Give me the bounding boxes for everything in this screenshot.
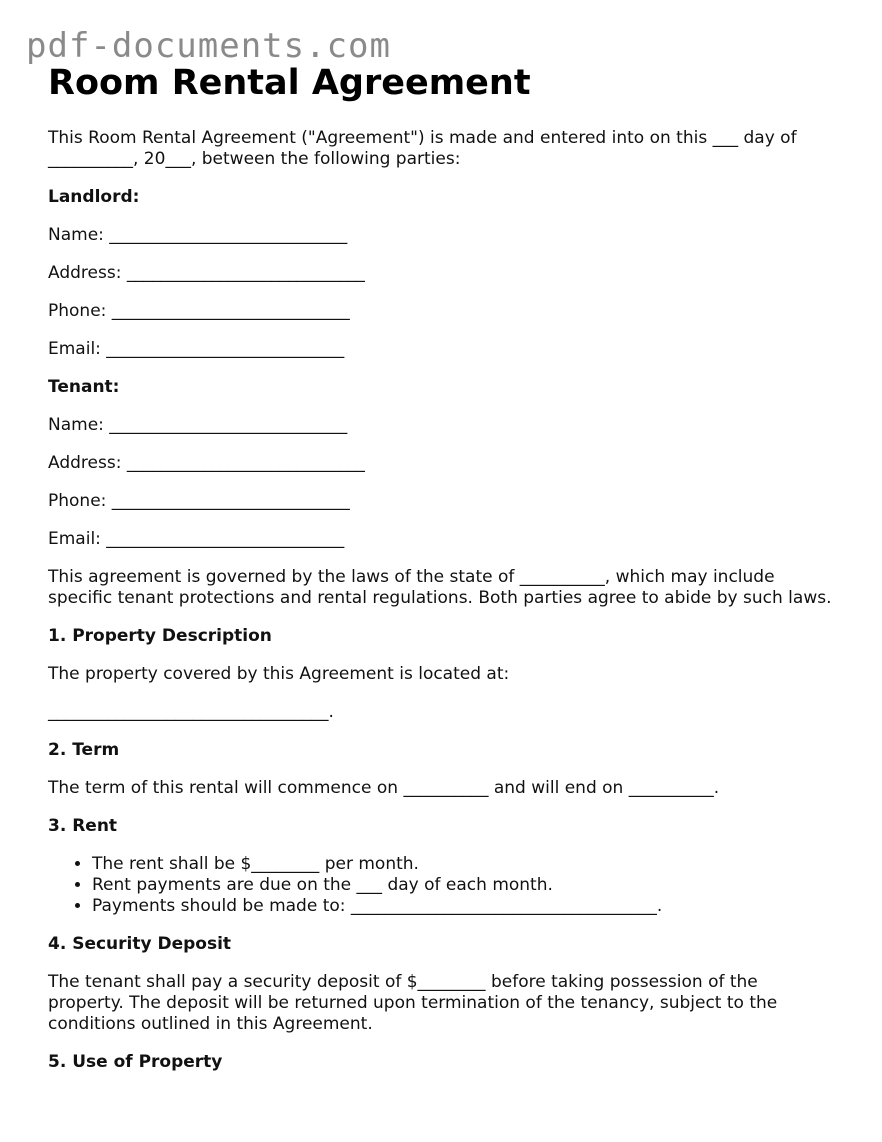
tenant-email-field: Email: ____________________________	[48, 529, 345, 549]
landlord-email-field: Email: ____________________________	[48, 339, 345, 359]
list-item: • Rent payments are due on the ___ day of each month.	[92, 875, 838, 896]
tenant-address-field: Address: ____________________________	[48, 453, 365, 473]
tenant-heading: Tenant:	[48, 377, 120, 397]
section-term-text: The term of this rental will commence on __________ and will end on __________.	[48, 778, 720, 798]
section-property-blank: _________________________________.	[48, 702, 334, 722]
list-item: • The rent shall be $________ per month.	[92, 854, 838, 875]
landlord-heading: Landlord:	[48, 187, 140, 207]
tenant-phone-field: Phone: ____________________________	[48, 491, 350, 511]
section-use-heading: 5. Use of Property	[48, 1052, 223, 1072]
section-deposit-heading: 4. Security Deposit	[48, 934, 232, 954]
document-title: Room Rental Agreement	[48, 63, 531, 103]
section-rent-heading: 3. Rent	[48, 816, 118, 836]
section-property-text: The property covered by this Agreement is located at:	[48, 664, 510, 684]
landlord-address-field: Address: ____________________________	[48, 263, 365, 283]
intro-paragraph: This Room Rental Agreement ("Agreement") is made and entered into on this ___ day of __________, 20___, between the following parties:	[48, 128, 797, 169]
landlord-phone-field: Phone: ____________________________	[48, 301, 350, 321]
landlord-name-field: Name: ____________________________	[48, 225, 348, 245]
list-item: • Payments should be made to: ____________________________________.	[92, 896, 838, 917]
rent-list	[48, 854, 838, 917]
document-page	[48, 60, 838, 1073]
watermark: pdf-documents.com	[26, 26, 391, 66]
governing-law-paragraph: This agreement is governed by the laws of the state of __________, which may include specific tenant protections and rental regulations. Both parties agree to abide by such laws.	[48, 567, 832, 608]
section-property-heading: 1. Property Description	[48, 626, 272, 646]
section-deposit-text: The tenant shall pay a security deposit of $________ before taking possession of the property. The deposit will be returned upon termination of the tenancy, subject to the conditions outlined in this Agreement.	[48, 972, 778, 1034]
tenant-name-field: Name: ____________________________	[48, 415, 348, 435]
section-term-heading: 2. Term	[48, 740, 120, 760]
